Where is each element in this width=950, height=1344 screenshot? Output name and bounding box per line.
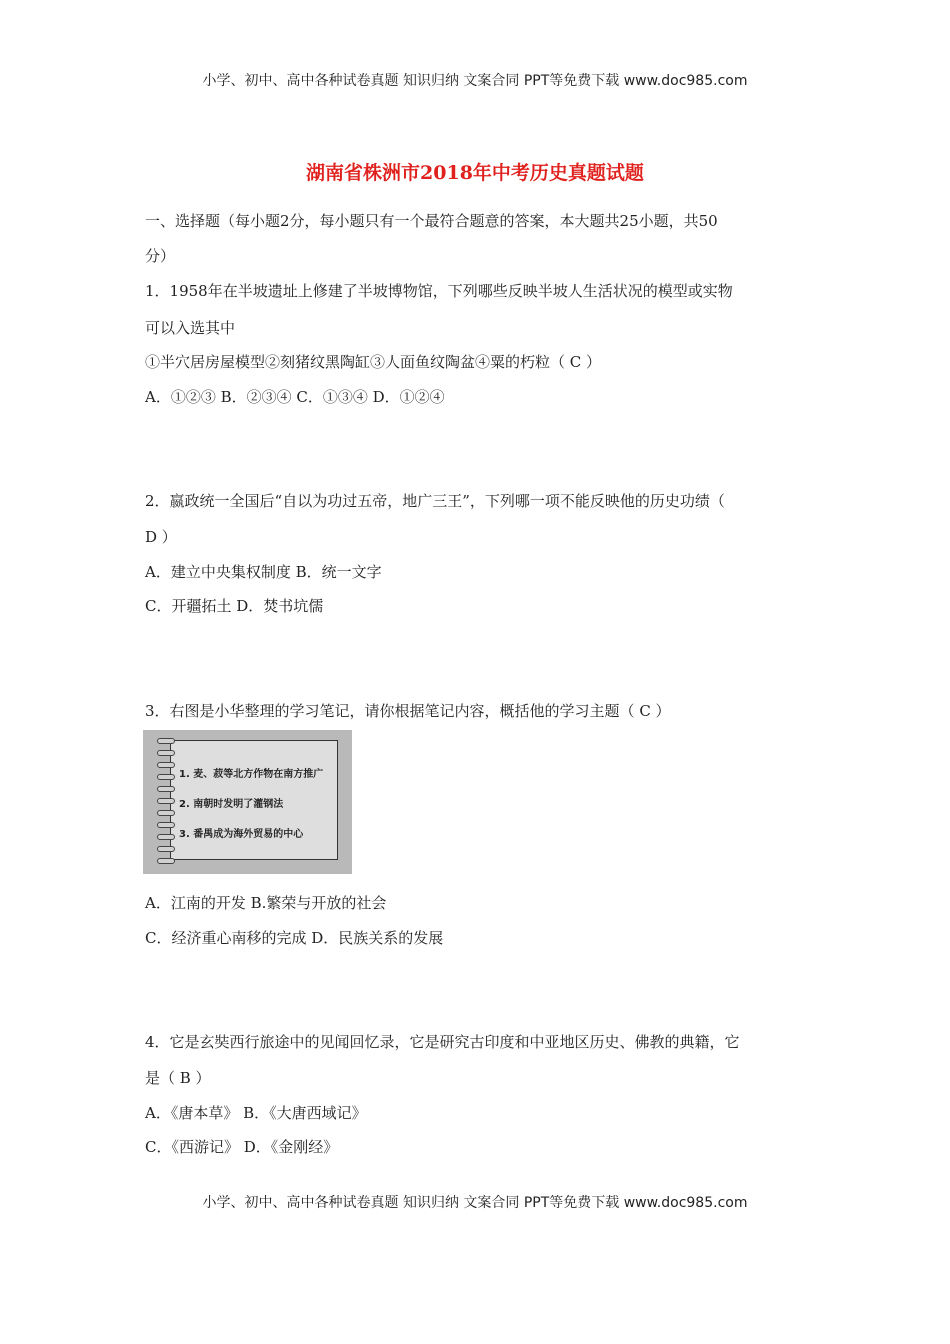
header-banner: 小学、初中、高中各种试卷真题 知识归纳 文案合同 PPT等免费下载 www.doc985.com (202, 73, 748, 89)
page-title: 湖南省株洲市2018年中考历史真题试题 (306, 162, 644, 184)
question-2-stem: 2．嬴政统一全国后“自以为功过五帝，地广三王”，下列哪一项不能反映他的历史功绩（ (145, 492, 725, 510)
section-heading-cont: 分） (145, 247, 176, 265)
note-line-1: 1. 麦、菽等北方作物在南方推广 (179, 769, 324, 780)
question-4-options-cd: C．《西游记》 D．《金刚经》 (145, 1138, 339, 1156)
question-1-stem-cont: 可以入选其中 (145, 319, 236, 337)
question-4-options-ab: A．《唐本草》 B．《大唐西域记》 (145, 1104, 367, 1122)
question-3-stem: 3．右图是小华整理的学习笔记，请你根据笔记内容，概括他的学习主题（ C ） (145, 702, 671, 720)
question-2-options-ab: A．建立中央集权制度 B．统一文字 (145, 563, 382, 581)
question-1-items: ①半穴居房屋模型②刻猪纹黑陶缸③人面鱼纹陶盆④粟的朽粒（ C ） (145, 353, 602, 371)
note-line-3: 3. 番禺成为海外贸易的中心 (179, 829, 304, 840)
footer-banner: 小学、初中、高中各种试卷真题 知识归纳 文案合同 PPT等免费下载 www.doc985.com (202, 1195, 748, 1211)
question-2-answer: D ） (145, 528, 177, 546)
question-4-stem: 4．它是玄奘西行旅途中的见闻回忆录，它是研究古印度和中亚地区历史、佛教的典籍，它 (145, 1033, 740, 1051)
notebook-rings (157, 738, 175, 866)
notebook-page (170, 740, 338, 860)
question-1-options: A．①②③ B．②③④ C．①③④ D．①②④ (145, 388, 445, 406)
question-3-options-cd: C．经济重心南移的完成 D．民族关系的发展 (145, 929, 444, 947)
study-notes-image (143, 730, 352, 874)
question-3-options-ab: A．江南的开发 B.繁荣与开放的社会 (145, 894, 387, 912)
section-heading: 一、选择题（每小题2分，每小题只有一个最符合题意的答案，本大题共25小题，共50 (145, 212, 718, 230)
note-line-2: 2. 南朝时发明了灌钢法 (179, 799, 284, 810)
question-2-options-cd: C．开疆拓土 D．焚书坑儒 (145, 597, 324, 615)
question-4-stem-cont: 是（ B ） (145, 1069, 211, 1087)
question-1-stem: 1．1958年在半坡遗址上修建了半坡博物馆，下列哪些反映半坡人生活状况的模型或实物 (145, 282, 733, 300)
